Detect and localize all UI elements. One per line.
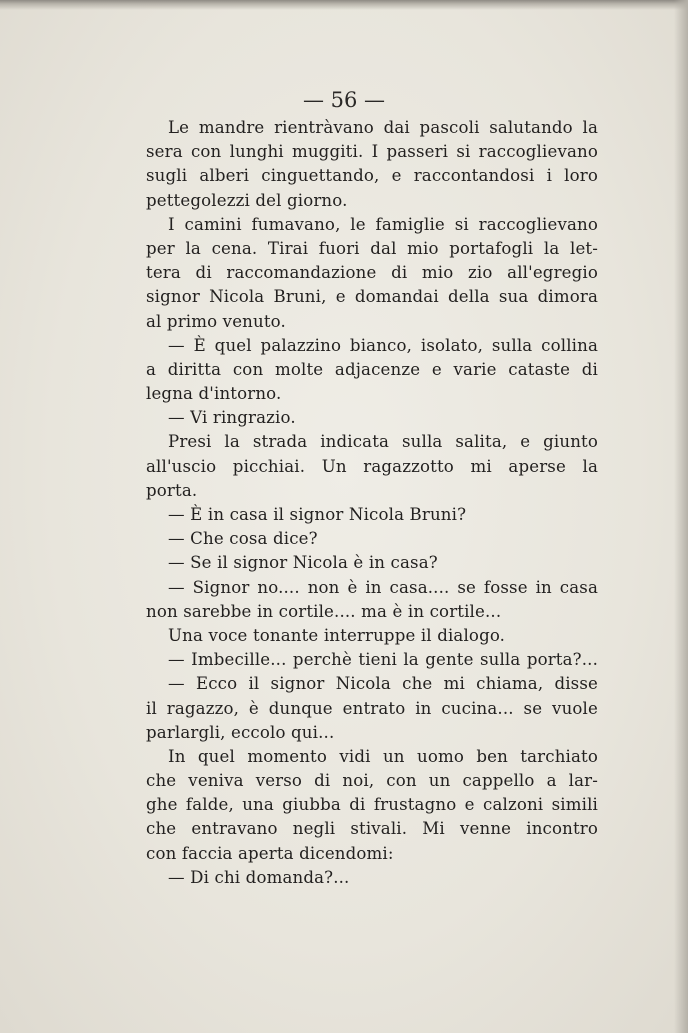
text-line: — Signor no.... non è in casa.... se fosse in casa — [168, 577, 598, 597]
text-line: a diritta con molte adjacenze e varie cataste di — [146, 359, 598, 379]
text-line: il ragazzo, è dunque entrato in cucina... se vuole — [146, 698, 598, 718]
body-text — [146, 116, 598, 890]
text-line: che entravano negli stivali. Mi venne incontro — [146, 819, 598, 839]
page-top-edge — [0, 0, 688, 10]
text-line: Presi la strada indicata sulla salita, e giunto — [168, 432, 598, 452]
text-line: In quel momento vidi un uomo ben tarchiato — [168, 746, 598, 766]
text-line: con faccia aperta dicendomi: — [146, 843, 394, 863]
text-line: I camini fumavano, le famiglie si raccoglievano — [168, 214, 598, 234]
text-line: per la cena. Tirai fuori dal mio portafogli la let- — [146, 238, 598, 258]
text-line: signor Nicola Bruni, e domandai della sua dimora — [146, 287, 598, 307]
text-line: ghe falde, una giubba di frustagno e calzoni simili — [146, 795, 598, 815]
text-line: — Imbecille... perchè tieni la gente sulla porta?... — [168, 650, 598, 670]
text-line: che veniva verso di noi, con un cappello a lar- — [146, 771, 598, 791]
text-line: non sarebbe in cortile.... ma è in cortile... — [146, 601, 502, 621]
text-line: — Di chi domanda?... — [168, 867, 350, 887]
text-line: al primo venuto. — [146, 311, 286, 331]
text-line: porta. — [146, 480, 198, 500]
text-line: — Ecco il signor Nicola che mi chiama, disse — [168, 674, 598, 694]
text-line: pettegolezzi del giorno. — [146, 190, 348, 210]
page-right-edge — [674, 0, 688, 1033]
text-line: tera di raccomandazione di mio zio all'egregio — [146, 263, 598, 283]
text-line: — È quel palazzino bianco, isolato, sulla collina — [168, 335, 598, 355]
text-line: — Che cosa dice? — [168, 529, 318, 549]
text-line: sera con lunghi muggiti. I passeri si raccoglievano — [146, 142, 598, 162]
text-line: — Se il signor Nicola è in casa? — [168, 553, 438, 573]
text-line: sugli alberi cinguettando, e raccontandosi i loro — [146, 166, 598, 186]
text-line: all'uscio picchiai. Un ragazzotto mi aperse la — [146, 456, 598, 476]
text-line: Le mandre rientràvano dai pascoli salutando la — [168, 118, 598, 137]
text-line: — Vi ringrazio. — [168, 408, 296, 428]
page-number: — 56 — — [302, 88, 386, 112]
text-line: legna d'intorno. — [146, 384, 282, 404]
text-line: parlargli, eccolo qui... — [146, 722, 335, 742]
text-line: — È in casa il signor Nicola Bruni? — [168, 505, 467, 524]
text-line: Una voce tonante interruppe il dialogo. — [168, 625, 506, 645]
